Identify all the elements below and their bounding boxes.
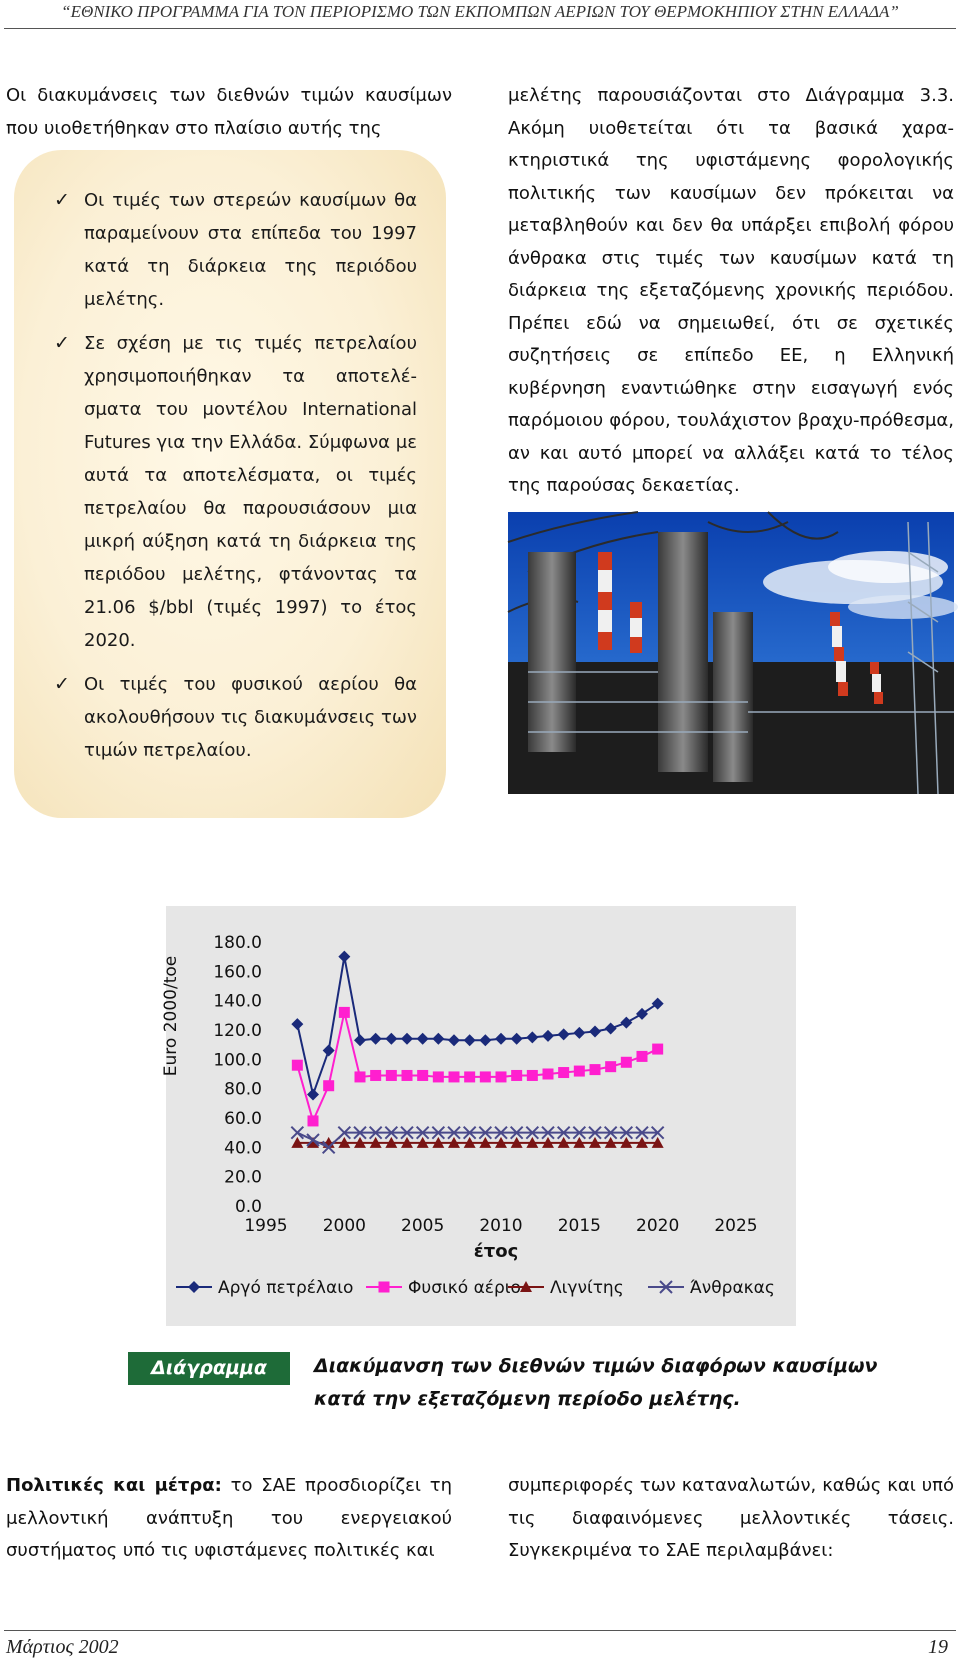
data-point [573,1027,585,1039]
x-tick-label: 2005 [401,1216,445,1236]
bottom-left-text: το ΣΑΕ προσδιορίζει τη μελλοντική ανάπτυξη του ενεργειακού συστήματος υπό τις υφιστάμενες πολιτικές και [6,1475,453,1561]
page-header [0,0,960,28]
check-icon: ✓ [54,673,70,695]
data-point [479,1034,491,1046]
data-point [637,1051,648,1062]
series-line [297,957,657,1095]
x-axis-label: έτος [473,1241,519,1262]
data-point [432,1033,444,1045]
bottom-left-paragraph [6,1470,452,1568]
data-point [417,1033,429,1045]
right-paragraph [508,80,954,503]
chart-series [291,951,663,1154]
footer-rule [4,1630,956,1631]
y-axis-ticks [213,933,262,1217]
y-tick-label: 140.0 [213,991,262,1012]
list-item [52,184,417,316]
data-point [307,1089,319,1101]
y-tick-label: 20.0 [224,1167,262,1188]
legend-label: Άνθρακας [690,1278,775,1298]
data-point [542,1030,554,1042]
data-point [355,1071,366,1082]
data-point [652,1044,663,1055]
series-line [297,1133,657,1148]
data-point [527,1070,538,1081]
series-2 [291,1137,663,1148]
data-point [402,1070,413,1081]
data-point [543,1069,554,1080]
intro-text: Οι διακυμάνσεις των διεθνών τιμών καυσίμων που υιοθετήθηκαν στο πλαίσιο αυτής της [6,85,452,139]
assumptions-list [52,184,417,778]
y-tick-label: 80.0 [224,1079,262,1100]
y-tick-label: 180.0 [213,933,262,953]
data-point [526,1031,538,1043]
right-text: μελέτης παρουσιάζονται στο Διάγραμμα 3.3. Ακόμη υιοθετείται ότι τα βασικά χαρα-κτηριστικά της υφιστάμενης φορολογικής πολιτικής των καυσίμων δεν πρόκειται να μεταβληθούν και δεν θα υπάρξει επιβολή φόρου άνθρακα στις τιμές των καυσίμων κατά τη διάρκεια της εξεταζόμενης χρονικής περιόδου. Πρέπει εδώ να σημειωθεί, ότι σε σχετικές συζητήσεις σε επίπεδο ΕΕ, η Ελληνική κυβέρνηση εναντιώθηκε στην εισαγωγή ενός παρόμοιου φόρου, τουλάχιστον βραχυ-πρόθεσμα, αν και αυτό μπορεί να αλλάξει κατά το τέλος της παρούσας δεκαετίας. [508,85,954,496]
data-point [292,1060,303,1071]
data-point [417,1070,428,1081]
figure-label: Διάγραμμα 3.3: [128,1352,290,1385]
data-point [605,1061,616,1072]
series-1 [292,1007,663,1127]
data-point [370,1070,381,1081]
y-axis-label: Euro 2000/toe [161,955,181,1077]
data-point [620,1017,632,1029]
data-point [574,1066,585,1077]
data-point [636,1008,648,1020]
data-point [433,1071,444,1082]
refinery-photo [508,512,954,794]
list-item [52,327,417,657]
footer-date: Μάρτιος 2002 [6,1636,119,1658]
data-point [354,1034,366,1046]
data-point [323,1080,334,1091]
x-tick-label: 2000 [322,1216,366,1236]
x-tick-label: 2015 [557,1216,601,1236]
y-tick-label: 160.0 [213,962,262,983]
legend-label: Αργό πετρέλαιο [218,1278,354,1298]
data-point [291,1018,303,1030]
legend-label: Λιγνίτης [550,1278,624,1298]
y-tick-label: 120.0 [213,1021,262,1041]
x-tick-label: 2020 [636,1216,680,1236]
legend-entry [366,1278,521,1298]
series-line [297,1012,657,1121]
data-point [496,1071,507,1082]
data-point [291,1127,303,1139]
x-tick-label: 1995 [244,1216,288,1236]
data-point [558,1028,570,1040]
data-point [511,1033,523,1045]
fuel-price-chart [161,906,796,1326]
bullet-text: Οι τιμές του φυσικού αερίου θα ακολουθήσουν τις διακυμάνσεις των τιμών πετρελαίου. [84,674,417,761]
y-tick-label: 40.0 [224,1138,262,1159]
data-point [464,1034,476,1046]
page-footer [6,1636,948,1659]
check-icon: ✓ [54,332,70,354]
bullet-text: Σε σχέση με τις τιμές πετρελαίου χρησιμοποιήθηκαν τα αποτελέ-σματα του μοντέλου International Futures για την Ελλάδα. Σύμφωνα με αυτά τα αποτελέσματα, οι τιμές πετρελαίου θα παρουσιάσουν μια μικρή αύξηση κατά τη διάρκεια της περιόδου μελέτης, φτάνοντας τα 21.06 $/bbl (τιμές 1997) το έτος 2020. [84,333,417,651]
data-point [385,1033,397,1045]
data-point [449,1071,460,1082]
intro-paragraph [6,80,452,145]
y-tick-label: 60.0 [224,1109,262,1129]
figure-caption: Διακύμανση των διεθνών τιμών διαφόρων καυσίμων κατά την εξεταζόμενη περίοδο μελέτης. [314,1355,878,1410]
data-point [338,951,350,963]
data-point [386,1070,397,1081]
data-point [308,1115,319,1126]
legend-entry [176,1278,353,1298]
data-point [370,1033,382,1045]
data-point [590,1064,601,1075]
data-point [339,1007,350,1018]
data-point [621,1057,632,1068]
data-point [323,1045,335,1057]
data-point [480,1071,491,1082]
data-point [558,1067,569,1078]
x-tick-label: 2025 [714,1216,758,1236]
legend-marker [379,1282,390,1293]
header-rule [4,28,956,29]
data-point [589,1025,601,1037]
bottom-left-text-wrap [6,1470,452,1568]
y-tick-label: 100.0 [213,1050,262,1071]
legend-marker [188,1281,200,1293]
y-tick-label: 0.0 [234,1197,262,1217]
data-point [464,1071,475,1082]
chart-legend [176,1278,775,1298]
data-point [511,1070,522,1081]
x-tick-label: 2010 [479,1216,523,1236]
data-point [448,1034,460,1046]
data-point [652,998,664,1010]
data-point [495,1033,507,1045]
legend-entry [508,1278,624,1298]
bottom-right-text: συμπεριφορές των καταναλωτών, καθώς και υπό τις διαφαινόμενες μελλοντικές τάσεις. Συγκεκριμένα το ΣΑΕ περιλαμβάνει: [508,1475,954,1561]
legend-entry [648,1278,775,1298]
list-item [52,668,417,767]
page-number: 19 [928,1636,948,1658]
check-icon: ✓ [54,189,70,211]
x-axis-ticks [244,1216,757,1236]
legend-label: Φυσικό αέριο [408,1278,521,1298]
data-point [401,1033,413,1045]
bullet-text: Οι τιμές των στερεών καυσίμων θα παραμείνουν στα επίπεδα του 1997 κατά τη διάρκεια της περιόδου μελέτης. [84,190,417,310]
header-title: “ΕΘΝΙΚΟ ΠΡΟΓΡΑΜΜΑ ΓΙΑ ΤΟΝ ΠΕΡΙΟΡΙΣΜΟ ΤΩΝ ΕΚΠΟΜΠΩΝ ΑΕΡΙΩΝ ΤΟΥ ΘΕΡΜΟΚΗΠΙΟΥ ΣΤΗΝ ΕΛΛΑΔΑ” [61,2,899,21]
data-point [605,1023,617,1035]
series-3 [291,1127,663,1154]
chart-canvas [161,906,796,1326]
policies-heading: Πολιτικές και μέτρα: [6,1475,222,1496]
bottom-right-paragraph [508,1470,954,1568]
